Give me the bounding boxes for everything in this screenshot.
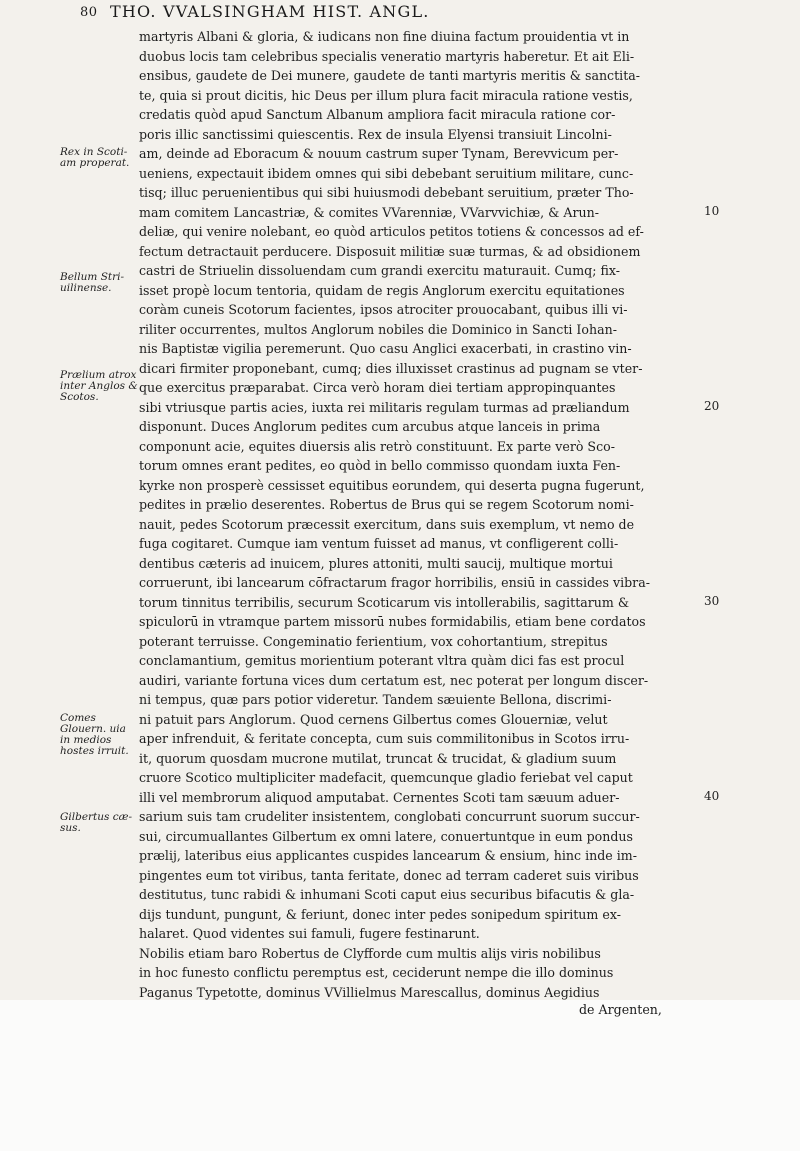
text-line: poris illic sanctissimi quiescentis. Rex de insula Elyensi transiuit Lincolni- [139,126,612,142]
text-line: disponunt. Duces Anglorum pedites cum arcubus atque lanceis in prima [139,419,601,434]
text-line: torum tinnitus terribilis, securum Scoticarum vis intollerabilis, sagittarum & [139,594,630,610]
text-line: martyris Albani & gloria, & iudicans non fine diuina factum prouidentia vt in [139,29,630,44]
text-line: fectum detractauit perducere. Disposuit militiæ suæ turmas, & ad obsidionem [139,243,641,259]
text-line: am, deinde ad Eboracum & nouum castrum super Tynam, Berevvicum per- [139,146,619,161]
text-line: sibi vtriusque partis acies, iuxta rei militaris regulam turmas ad præliandum [139,399,630,415]
line-number: 40 [704,789,720,803]
text-line: mam comitem Lancastriæ, & comites VVarenniæ, VVarvvichiæ, & Arun- [139,204,599,220]
text-line: torum omnes erant pedites, eo quòd in bello commisso quondam iuxta Fen- [139,458,621,473]
text-line: nis Baptistæ vigilia peremerunt. Quo casu Anglici exacerbati, in crastino vin- [139,341,632,356]
text-line: cruore Scotico multipliciter madefacit, quemcunque gladio feriebat vel caput [139,770,633,785]
text-line: castri de Striuelin dissoluendam cum grandi exercitu maturauit. Cumq; fix- [139,263,621,278]
text-line: que exercitus præparabat. Circa verò horam diei tertiam appropinquantes [139,380,616,395]
line-number: 10 [704,204,720,218]
text-line: sui, circumuallantes Gilbertum ex omni latere, conuertuntque in eum pondus [139,828,633,844]
margin-note: Prælium atrox inter Anglos & Scotos. [60,369,138,403]
text-line: credatis quòd apud Sanctum Albanum ampliora facit miracula ratione cor- [139,107,616,122]
margin-note: Gilbertus cæ-sus. [60,811,133,834]
running-title: THO. VVALSINGHAM HIST. ANGL. [110,2,430,21]
scan-margin [0,1000,800,1151]
line-number: 20 [704,399,720,413]
catchword: de Argenten, [579,1002,662,1017]
text-line: pingentes eum tot viribus, tanta feritate, donec ad terram caderet suis viribus [139,867,639,883]
text-line: fuga cogitaret. Cumque iam ventum fuisset ad manus, vt confligerent colli- [139,536,619,551]
page-number: 80 [80,5,98,20]
text-line: Nobilis etiam baro Robertus de Clyfforde cum multis alijs viris nobilibus [139,945,601,961]
text-line: duobus locis tam celebribus specialis veneratio martyris haberetur. Et ait Eli- [139,48,635,64]
text-line: componunt acie, equites diuersis alis retrò constituunt. Ex parte verò Sco- [139,438,615,454]
text-line: ensibus, gaudete de Dei munere, gaudete de tanti martyris meritis & sanctita- [139,68,641,83]
text-line: ni tempus, quæ pars potior videretur. Tandem sæuiente Bellona, discrimi- [139,692,612,707]
text-line: spiculorū in vtramque partem missorū nubes formidabilis, etiam bene cordatos [139,614,646,629]
text-line: ueniens, expectauit ibidem omnes qui sibi debebant seruitium militare, cunc- [139,165,634,181]
line-number: 30 [704,594,720,608]
margin-note: Rex in Scoti-am properat. [60,146,130,169]
page-header [80,2,700,24]
text-line: ni patuit pars Anglorum. Quod cernens Gilbertus comes Glouerniæ, velut [139,711,608,727]
text-line: audiri, variante fortuna vices dum certatum est, nec poterat per longum discer- [139,672,649,688]
text-line: dentibus cæteris ad inuicem, plures attoniti, multi saucij, multique mortui [139,555,613,571]
text-line: it, quorum quosdam mucrone mutilat, truncat & trucidat, & gladium suum [139,750,617,766]
text-line: dicari firmiter proponebant, cumq; dies illuxisset crastinus ad pugnam se vter- [139,360,643,376]
text-line: deliæ, qui venire nolebant, eo quòd articulos petitos totiens & concessos ad ef- [139,224,644,239]
text-line: te, quia si prout dicitis, hic Deus per illum plura facit miracula ratione vestis, [139,87,633,103]
text-line: riliter occurrentes, multos Anglorum nobiles die Dominico in Sancti Iohan- [139,321,617,337]
text-line: tisq; illuc peruenientibus qui sibi huiusmodi debebant seruitium, præter Tho- [139,185,634,200]
margin-note: Comes Glouern. uia in medios hostes irruit. [60,712,129,757]
text-line: conclamantium, gemitus morientium poterant vltra quàm dici fas est procul [139,653,625,668]
text-line: Paganus Typetotte, dominus VVillielmus Marescallus, dominus Aegidius [139,984,600,1000]
text-line: destitutus, tunc rabidi & inhumani Scoti caput eius securibus bifacutis & gla- [139,887,635,902]
text-line: halaret. Quod videntes sui famuli, fugere festinarunt. [139,926,480,941]
text-line: dijs tundunt, pungunt, & feriunt, donec inter pedes sonipedum spiritum ex- [139,906,621,922]
text-line: prælij, lateribus eius applicantes cuspides lancearum & ensium, hinc inde im- [139,848,637,863]
text-line: kyrke non prosperè cessisset equitibus eorundem, qui deserta pugna fugerunt, [139,477,645,493]
text-line: illi vel membrorum aliquod amputabat. Cernentes Scoti tam sæuum aduer- [139,789,620,805]
margin-note: Bellum Stri-uilinense. [60,271,125,294]
text-line: aper infrenduit, & feritate concepta, cum suis commilitonibus in Scotos irru- [139,731,630,746]
text-line: sarium suis tam crudeliter insistentem, conglobati concurrunt suorum succur- [139,809,640,824]
text-line: in hoc funesto conflictu peremptus est, ceciderunt nempe die illo dominus [139,965,614,980]
text-line: isset propè locum tentoria, quidam de regis Anglorum exercitu equitationes [139,282,625,298]
text-line: pedites in prælio deserentes. Robertus de Brus qui se regem Scotorum nomi- [139,497,634,512]
text-line: corruerunt, ibi lancearum cōfractarum fragor horribilis, ensiū in cassides vibra- [139,575,650,590]
text-line: coràm cuneis Scotorum facientes, ipsos atrociter prouocabant, quibus illi vi- [139,302,628,317]
text-line: nauit, pedes Scotorum præcessit exercitum, dans suis exemplum, vt nemo de [139,516,635,532]
text-line: poterant terruisse. Congeminatio ferientium, vox cohortantium, strepitus [139,633,608,649]
